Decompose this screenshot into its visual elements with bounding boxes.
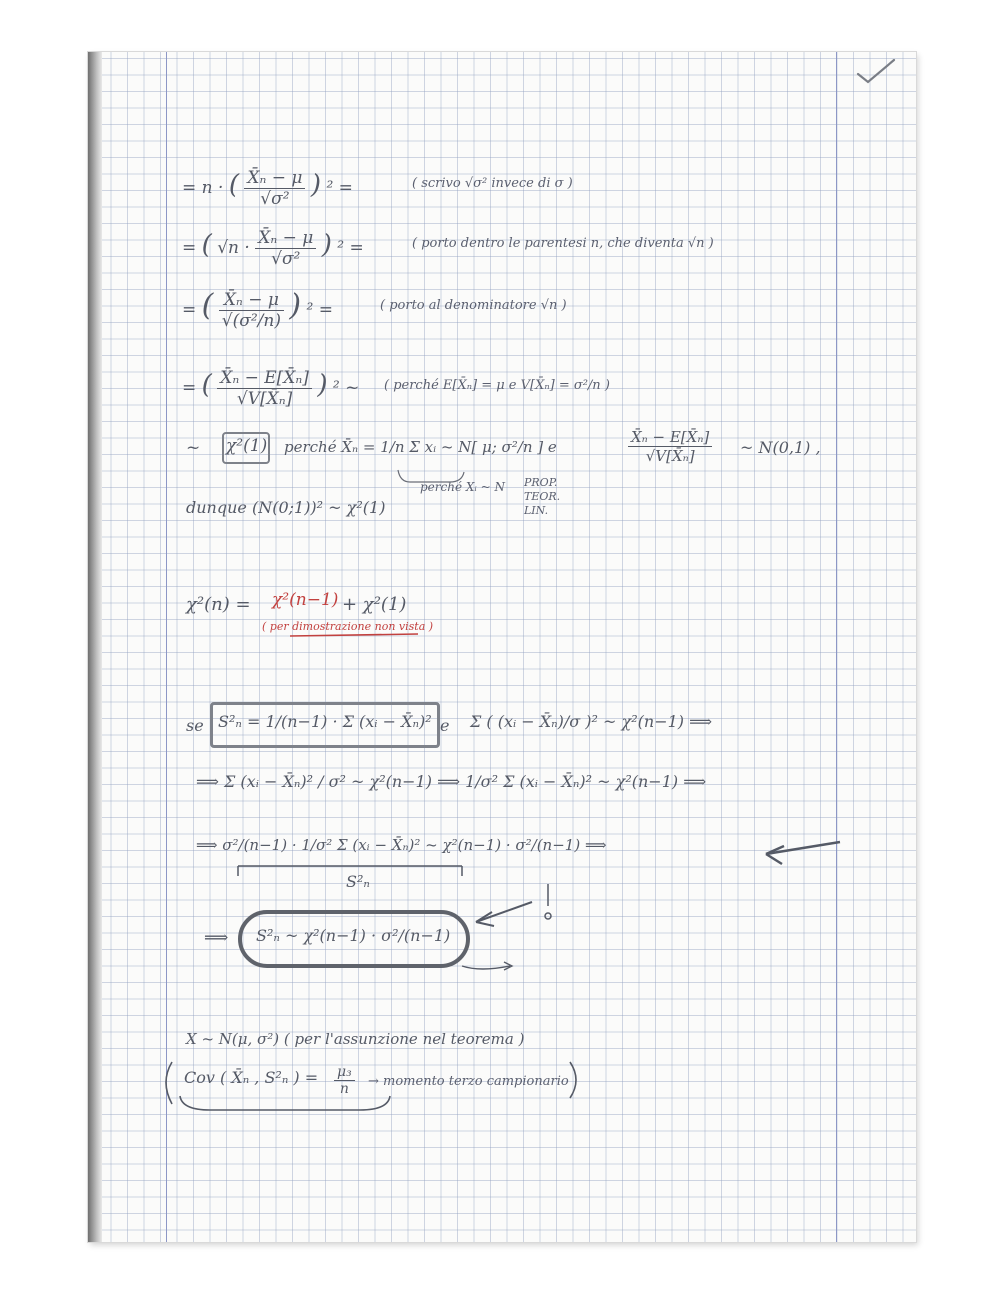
line-11-boxed: S²ₙ ~ χ²(n−1) · σ²/(n−1) bbox=[256, 926, 451, 945]
line-3-denominator: √(σ²/n) bbox=[221, 311, 281, 331]
line-5-boxed: χ²(1) bbox=[226, 436, 268, 456]
line-1-tail: ² = bbox=[326, 178, 353, 198]
line-2-prefix: = bbox=[182, 238, 197, 258]
line-9: ⟹ Σ (xᵢ − X̄ₙ)² / σ² ~ χ²(n−1) ⟹ 1/σ² Σ (xᵢ − X̄ₙ)² ~ χ²(n−1) ⟹ bbox=[196, 772, 707, 791]
line-2: = ( √n · $\frac{\text{X̄ₙ − μ}}{\text{√σ²}}$ ) ² = bbox=[182, 228, 364, 269]
line-7-left: χ²(n) = bbox=[186, 594, 251, 615]
line-3: = ( $\frac{\text{X̄ₙ − μ}}{\text{√(σ²/n)}}$ ) ² = bbox=[182, 288, 333, 331]
line-3-numerator: X̄ₙ − μ bbox=[219, 290, 284, 311]
line-5-prop-note: PROP. TEOR. LIN. bbox=[524, 476, 561, 517]
line-1: = n · ( $\frac{\text{X̄ₙ − μ}}{\text{√σ²}}$ ) ² = bbox=[182, 168, 353, 209]
line-5-text: perché X̄ₙ = 1/n Σ xᵢ ~ N[ μ; σ²/n ] e bbox=[284, 438, 557, 456]
line-8-e: e bbox=[440, 716, 450, 735]
line-1-numerator: X̄ₙ − μ bbox=[244, 168, 305, 189]
line-12: X ~ N(μ, σ²) ( per l'assunzione nel teorema ) bbox=[186, 1030, 525, 1048]
line-2-denominator: √σ² bbox=[271, 249, 301, 269]
line-4-denominator: √V[X̄ₙ] bbox=[236, 389, 293, 409]
line-2-numerator: X̄ₙ − μ bbox=[255, 228, 316, 249]
line-11-prefix: ⟹ bbox=[204, 928, 229, 948]
line-1-note: ( scrivo √σ² invece di σ ) bbox=[412, 176, 573, 191]
line-7-red-term: χ²(n−1) bbox=[272, 590, 339, 610]
line-3-prefix: = bbox=[182, 300, 197, 320]
line-2-note: ( porto dentro le parentesi n, che diventa √n ) bbox=[412, 236, 714, 251]
line-6: dunque (N(0;1))² ~ χ²(1) bbox=[186, 498, 386, 517]
line-1-denominator: √σ² bbox=[260, 189, 290, 209]
line-13-left: Cov ( X̄ₙ , S²ₙ ) = bbox=[184, 1068, 319, 1087]
line-1-prefix: = n · bbox=[182, 178, 224, 198]
line-10-under: S²ₙ bbox=[346, 872, 370, 891]
line-2-root: √n · bbox=[217, 238, 250, 258]
line-5-tail: ~ N(0,1) , bbox=[740, 438, 821, 457]
line-2-tail: ² = bbox=[337, 238, 364, 258]
line-4-note: ( perché E[X̄ₙ] = μ e V[X̄ₙ] = σ²/n ) bbox=[384, 378, 610, 393]
line-7-plus: + χ²(1) bbox=[342, 594, 407, 615]
line-3-note: ( porto al denominatore √n ) bbox=[380, 298, 567, 313]
line-5-prefix: ~ bbox=[186, 438, 201, 458]
line-3-tail: ² = bbox=[306, 300, 333, 320]
line-8-rest: Σ ( (xᵢ − X̄ₙ)/σ )² ~ χ²(n−1) ⟹ bbox=[470, 712, 713, 731]
line-4-numerator: X̄ₙ − E[X̄ₙ] bbox=[217, 368, 312, 389]
line-8-boxed: S²ₙ = 1/(n−1) · Σ (xᵢ − X̄ₙ)² bbox=[218, 712, 432, 731]
line-4-prefix: = bbox=[182, 378, 197, 398]
line-13-numerator: μ₃ bbox=[334, 1064, 355, 1081]
line-5-fraction-numerator: X̄ₙ − E[X̄ₙ] bbox=[628, 428, 712, 447]
line-5-fraction-denominator: √V[X̄ₙ] bbox=[645, 447, 695, 465]
line-10: ⟹ σ²/(n−1) · 1/σ² Σ (xᵢ − X̄ₙ)² ~ χ²(n−1) · σ²/(n−1) ⟹ bbox=[196, 836, 607, 854]
line-13-note: → momento terzo campionario bbox=[368, 1074, 569, 1089]
line-8-se: se bbox=[186, 716, 204, 735]
line-5-under-note: perché Xᵢ ~ N bbox=[420, 480, 506, 494]
line-7-red-note: ( per dimostrazione non vista ) bbox=[262, 620, 434, 633]
line-13-denominator: n bbox=[339, 1081, 349, 1097]
line-4: = ( $\frac{\text{X̄ₙ − E[X̄ₙ]}}{\text{√V[X̄ₙ]}}$ ) ² ~ bbox=[182, 368, 360, 409]
line-4-tail: ² ~ bbox=[332, 378, 360, 398]
